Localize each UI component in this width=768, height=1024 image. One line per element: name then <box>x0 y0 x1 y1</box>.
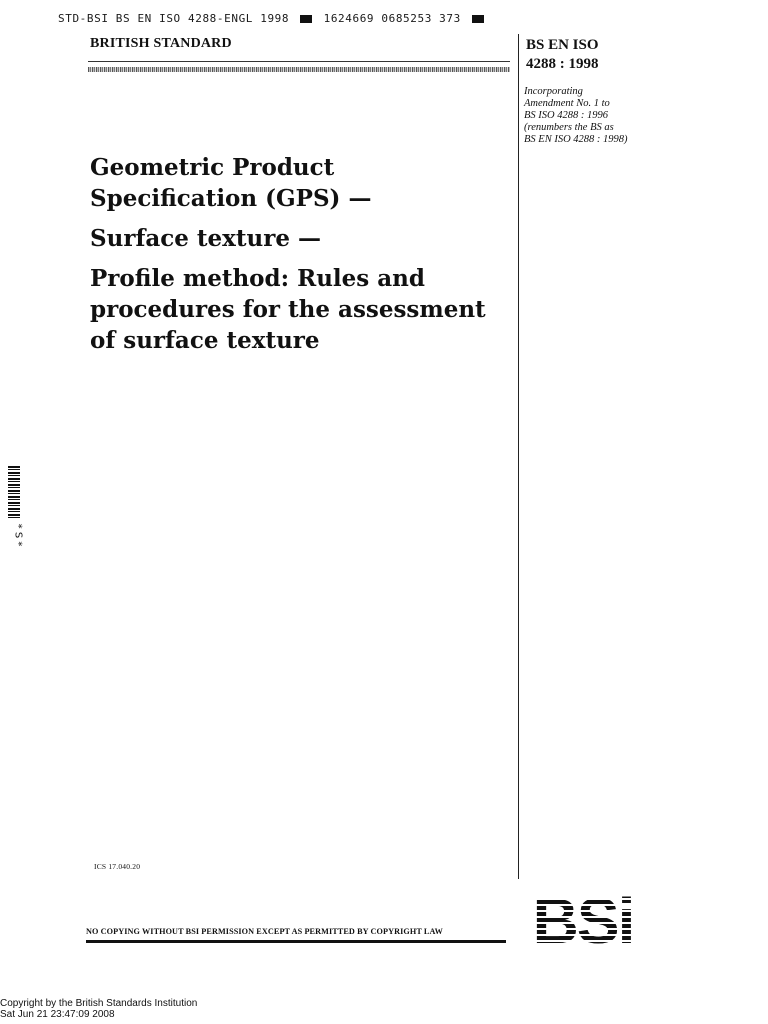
side-mark <box>6 523 24 547</box>
document-code-part1: STD-BSI BS EN ISO 4288-ENGL 1998 <box>58 12 290 25</box>
title-line: Specification (GPS) — <box>90 185 372 212</box>
ics-code: ICS 17.040.20 <box>94 862 141 871</box>
footer-copyright <box>0 998 197 1020</box>
amendment-line: BS ISO 4288 : 1996 <box>524 110 608 121</box>
footer-line1: Copyright by the British Standards Institution <box>0 998 198 1009</box>
amendment-line: BS EN ISO 4288 : 1998) <box>524 134 628 145</box>
title-line: Surface texture — <box>90 225 321 252</box>
column-divider <box>518 34 519 879</box>
amendment-line: (renumbers the BS as <box>524 122 614 133</box>
bottom-rule <box>86 940 506 943</box>
side-mark-text: * S * <box>12 523 24 547</box>
footer-line2: Sat Jun 21 23:47:09 2008 <box>0 1009 115 1020</box>
title-line: Profile method: Rules and <box>90 265 425 292</box>
standard-number-line2: 4288 : 1998 <box>526 56 599 72</box>
document-title <box>90 152 510 356</box>
amendment-note <box>524 86 724 146</box>
copyright-notice: NO COPYING WITHOUT BSI PERMISSION EXCEPT AS PERMITTED BY COPYRIGHT LAW <box>86 927 443 936</box>
document-code-part2: 1624669 0685253 373 <box>323 12 461 25</box>
title-line: Geometric Product <box>90 154 335 181</box>
amendment-line: Amendment No. 1 to <box>524 98 610 109</box>
block-mark-icon <box>300 15 312 23</box>
title-line: procedures for the assessment <box>90 296 486 323</box>
side-barcode-icon <box>8 466 20 520</box>
bsi-logo <box>522 888 644 946</box>
amendment-line: Incorporating <box>524 86 583 97</box>
standard-number-line1: BS EN ISO <box>526 37 599 53</box>
british-standard-label: BRITISH STANDARD <box>90 36 232 51</box>
title-line: of surface texture <box>90 327 320 354</box>
document-code-header <box>58 12 488 25</box>
block-mark-icon <box>472 15 484 23</box>
standard-number <box>526 36 599 74</box>
bsi-logo-mark <box>522 888 644 946</box>
header-rule <box>88 61 510 62</box>
header-texture-rule <box>88 67 510 72</box>
